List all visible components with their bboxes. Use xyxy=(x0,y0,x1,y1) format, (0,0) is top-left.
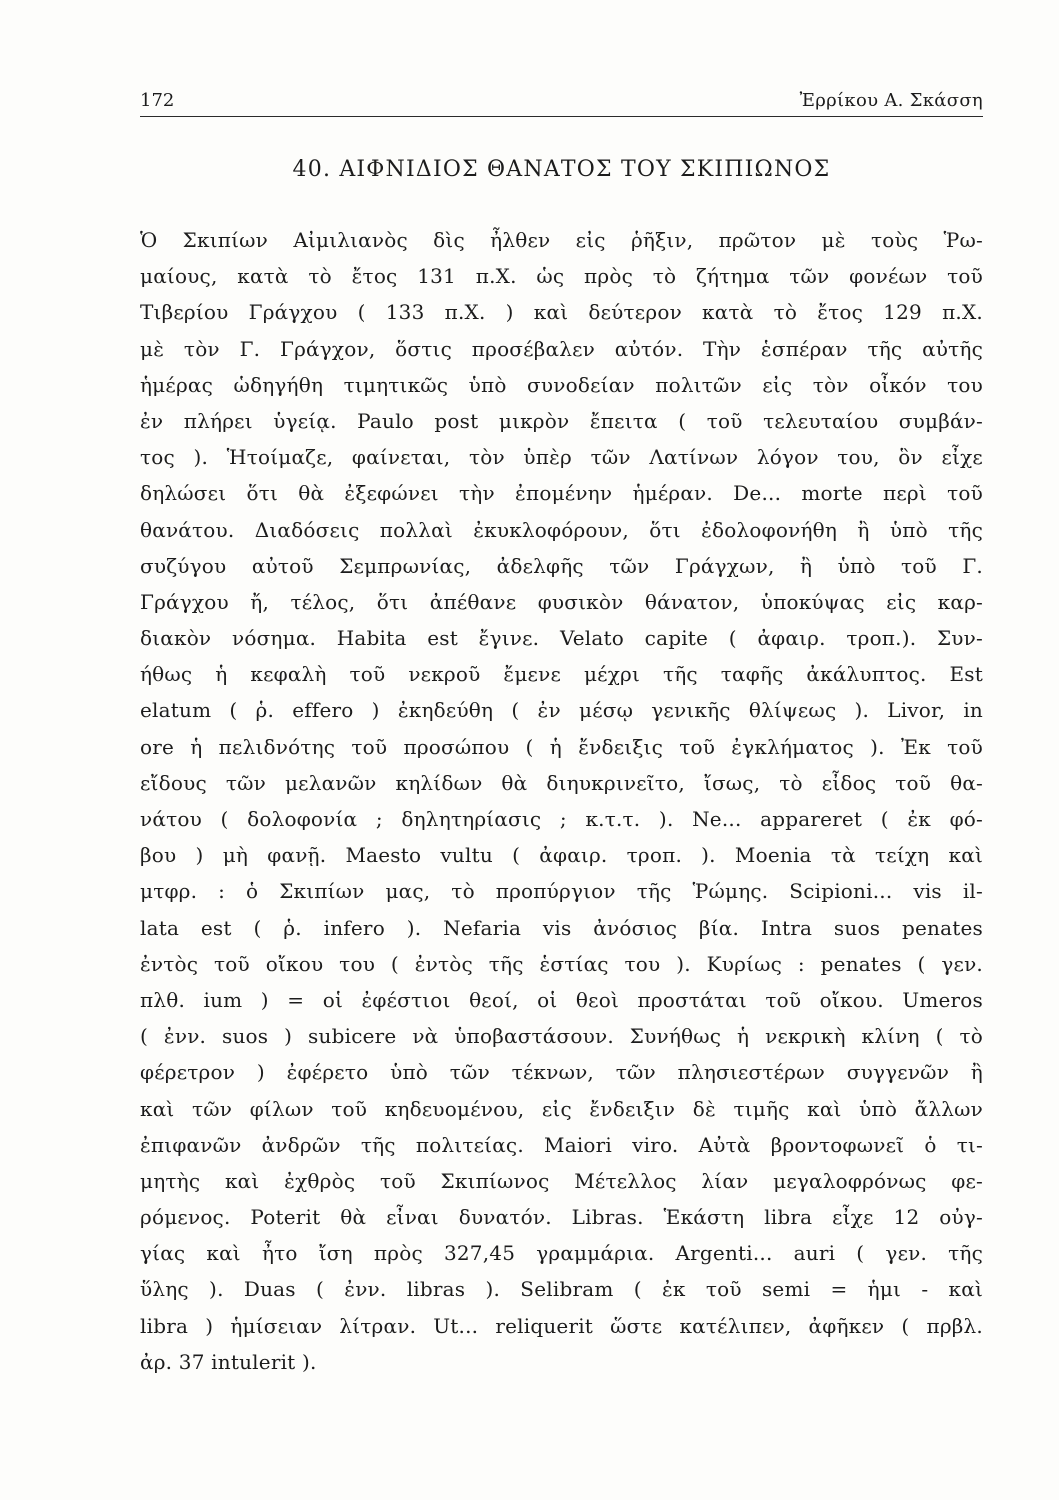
text-line: γίας καὶ ἦτο ἴση πρὸς 327,45 γραμμάρια. Argenti... auri ( γεν. τῆς xyxy=(140,1241,983,1266)
text-line: μαίους, κατὰ τὸ ἔτος 131 π.Χ. ὡς πρὸς τὸ ζήτημα τῶν φονέων τοῦ xyxy=(140,264,983,289)
text-line: θανάτου. Διαδόσεις πολλαὶ ἐκυκλοφόρουν, ὅτι ἐδολοφονήθη ἢ ὑπὸ τῆς xyxy=(140,517,983,542)
text-line: φέρετρον ) ἐφέρετο ὑπὸ τῶν τέκνων, τῶν πλησιεστέρων συγγενῶν ἢ xyxy=(140,1060,983,1085)
page-number: 172 xyxy=(140,90,175,111)
text-line: νάτου ( δολοφονία ; δηλητηρίασις ; κ.τ.τ. ). Ne... appareret ( ἐκ φό- xyxy=(140,807,983,831)
text-line: ἐν πλήρει ὑγείᾳ. Paulo post μικρὸν ἔπειτα ( τοῦ τελευταίου συμβάν- xyxy=(140,408,983,433)
text-line: μτφρ. : ὁ Σκιπίων μας, τὸ προπύργιον τῆς Ῥώμης. Scipioni... vis il- xyxy=(140,879,983,904)
text-line: ήθως ἡ κεφαλὴ τοῦ νεκροῦ ἔμενε μέχρι τῆς ταφῆς ἀκάλυπτος. Est xyxy=(140,662,983,687)
body-text xyxy=(140,222,983,1380)
text-line: δηλώσει ὅτι θὰ ἐξεφώνει τὴν ἐπομένην ἡμέραν. De... morte περὶ τοῦ xyxy=(140,481,983,506)
text-line: Ὁ Σκιπίων Αἰμιλιανὸς δὶς ἦλθεν εἰς ῥῆξιν, πρῶτον μὲ τοὺς Ῥω- xyxy=(140,228,983,252)
text-line: συζύγου αὐτοῦ Σεμπρωνίας, ἀδελφῆς τῶν Γράγχων, ἢ ὑπὸ τοῦ Γ. xyxy=(140,553,983,578)
text-line: ἐπιφανῶν ἀνδρῶν τῆς πολιτείας. Maiori viro. Αὐτὰ βροντοφωνεῖ ὁ τι- xyxy=(140,1132,983,1157)
text-line: εἴδους τῶν μελανῶν κηλίδων θὰ διηυκρινεῖτο, ἴσως, τὸ εἶδος τοῦ θα- xyxy=(140,770,983,795)
text-line: Γράγχου ἤ, τέλος, ὅτι ἀπέθανε φυσικὸν θάνατον, ὑποκύψας εἰς καρ- xyxy=(140,589,983,614)
text-line: lata est ( ῥ. infero ). Nefaria vis ἀνόσιος βία. Intra suos penates xyxy=(140,915,983,940)
text-line: ὕλης ). Duas ( ἐνν. libras ). Selibram ( ἐκ τοῦ semi = ἡμι - καὶ xyxy=(140,1277,983,1302)
section-title: 40. ΑΙΦΝΙΔΙΟΣ ΘΑΝΑΤΟΣ ΤΟΥ ΣΚΙΠΙΩΝΟΣ xyxy=(292,157,831,182)
text-line: μητὴς καὶ ἐχθρὸς τοῦ Σκιπίωνος Μέτελλος λίαν μεγαλοφρόνως φε- xyxy=(140,1168,983,1193)
running-head: Ἐρρίκου Α. Σκάσση xyxy=(799,90,983,111)
text-line: ἐντὸς τοῦ οἴκου του ( ἐντὸς τῆς ἑστίας του ). Κυρίως : penates ( γεν. xyxy=(140,951,983,976)
page-header xyxy=(140,86,983,117)
text-line: μὲ τὸν Γ. Γράγχον, ὅστις προσέβαλεν αὐτόν. Τὴν ἑσπέραν τῆς αὐτῆς xyxy=(140,336,983,361)
text-line: elatum ( ῥ. effero ) ἐκηδεύθη ( ἐν μέσῳ γενικῆς θλίψεως ). Livor, in xyxy=(140,698,983,723)
text-line: καὶ τῶν φίλων τοῦ κηδευομένου, εἰς ἔνδειξιν δὲ τιμῆς καὶ ὑπὸ ἄλλων xyxy=(140,1096,983,1121)
text-line: τος ). Ἡτοίμαζε, φαίνεται, τὸν ὑπὲρ τῶν Λατίνων λόγον του, ὃν εἶχε xyxy=(140,445,983,470)
text-line: ἡμέρας ὡδηγήθη τιμητικῶς ὑπὸ συνοδείαν πολιτῶν εἰς τὸν οἶκόν του xyxy=(140,372,983,397)
text-line: βου ) μὴ φανῇ. Maesto vultu ( ἀφαιρ. τροπ. ). Moenia τὰ τείχη καὶ xyxy=(140,843,983,868)
text-line: ἀρ. 37 intulerit ). xyxy=(140,1349,317,1374)
text-line: ( ἐνν. suos ) subicere νὰ ὑποβαστάσουν. Συνήθως ἡ νεκρικὴ κλίνη ( τὸ xyxy=(140,1024,983,1049)
text-line: ore ἡ πελιδνότης τοῦ προσώπου ( ἡ ἔνδειξις τοῦ ἐγκλήματος ). Ἐκ τοῦ xyxy=(140,734,983,759)
text-line: ρόμενος. Poterit θὰ εἶναι δυνατόν. Libras. Ἑκάστη libra εἶχε 12 οὐγ- xyxy=(140,1205,983,1230)
text-line: Τιβερίου Γράγχου ( 133 π.Χ. ) καὶ δεύτερον κατὰ τὸ ἔτος 129 π.Χ. xyxy=(140,300,983,325)
text-line: διακὸν νόσημα. Habita est ἔγινε. Velato capite ( ἀφαιρ. τροπ.). Συν- xyxy=(140,626,983,651)
text-line: πλθ. ium ) = οἱ ἐφέστιοι θεοί, οἱ θεοὶ προστάται τοῦ οἴκου. Umeros xyxy=(140,987,983,1012)
text-line: libra ) ἡμίσειαν λίτραν. Ut... reliquerit ὥστε κατέλιπεν, ἀφῆκεν ( πρβλ. xyxy=(140,1313,983,1338)
